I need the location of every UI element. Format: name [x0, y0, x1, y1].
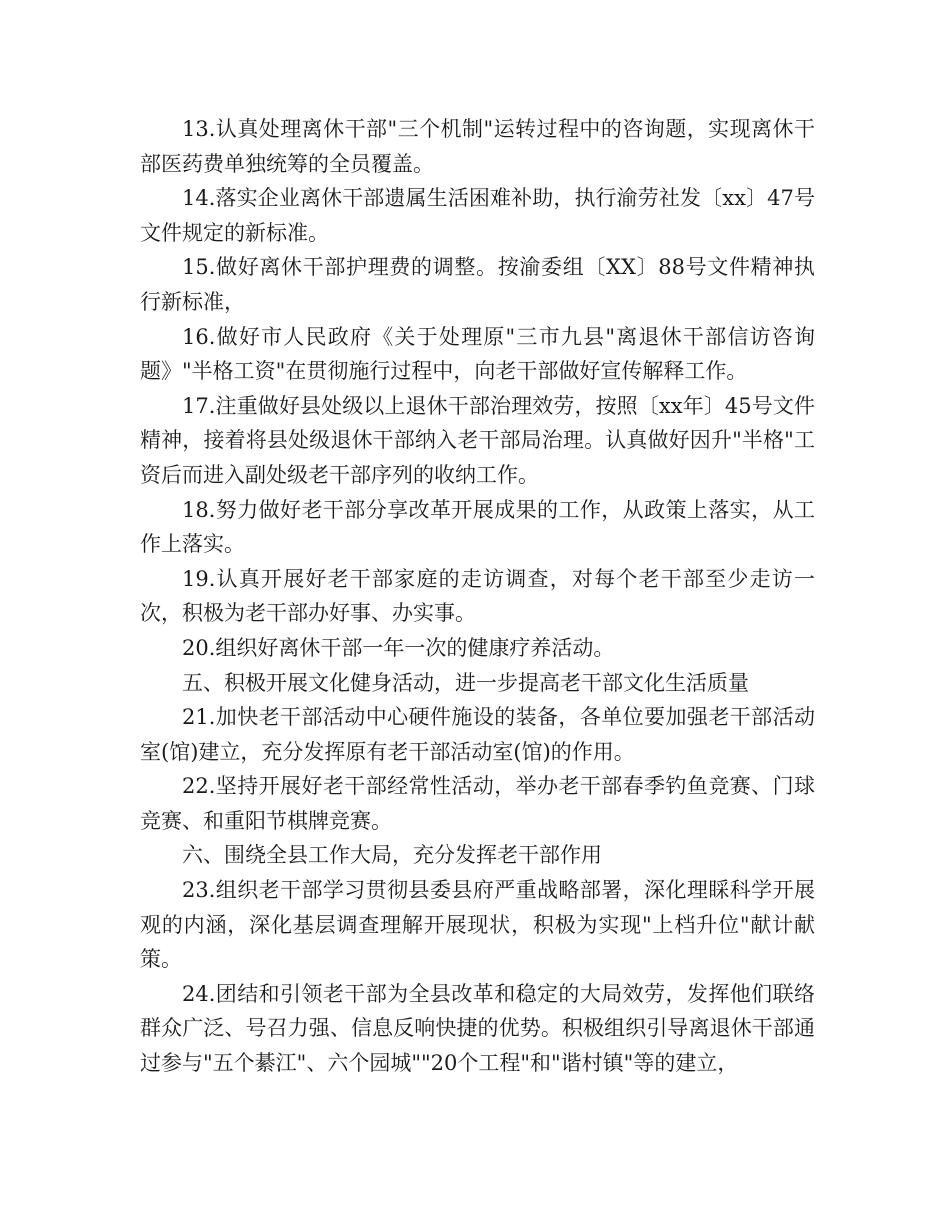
- paragraph-16: 16.做好市人民政府《关于处理原"三市九县"离退休干部信访咨询题》"半格工资"在贯彻施行过程中，向老干部做好宣传解释工作。: [140, 324, 815, 384]
- paragraph-18: 18.努力做好老干部分享改革开展成果的工作，从政策上落实，从工作上落实。: [140, 497, 815, 557]
- paragraph-23: 23.组织老干部学习贯彻县委县府严重战略部署，深化理睬科学开展观的内涵，深化基层调查理解开展现状，积极为实现"上档升位"献计献策。: [140, 878, 815, 972]
- paragraph-13: 13.认真处理离休干部"三个机制"运转过程中的咨询题，实现离休干部医药费单独统筹的全员覆盖。: [140, 117, 815, 176]
- section-heading-5: 五、积极开展文化健身活动，进一步提高老干部文化生活质量: [182, 670, 749, 695]
- paragraph-24: 24.团结和引领老干部为全县改革和稳定的大局效劳，发挥他们联络群众广泛、号召力强、信息反响快捷的优势。积极组织引导离退休干部通过参与"五个綦江"、六个园城""20个工程"和"谐村镇"等的建立，: [140, 981, 815, 1076]
- paragraph-19: 19.认真开展好老干部家庭的走访调查，对每个老干部至少走访一次，积极为老干部办好事、办实事。: [140, 566, 815, 626]
- paragraph-17: 17.注重做好县处级以上退休干部治理效劳，按照〔xx年〕45号文件精神，接着将县处级退休干部纳入老干部局治理。认真做好因升"半格"工资后而进入副处级老干部序列的收纳工作。: [140, 393, 815, 487]
- document-body: [140, 112, 815, 1081]
- paragraph-22: 22.坚持开展好老干部经常性活动，举办老干部春季钓鱼竞赛、门球竞赛、和重阳节棋牌竞赛。: [140, 774, 815, 833]
- paragraph-20: 20.组织好离休干部一年一次的健康疗养活动。: [182, 635, 615, 660]
- paragraph-15: 15.做好离休干部护理费的调整。按渝委组〔XX〕88号文件精神执行新标准，: [140, 255, 815, 314]
- paragraph-14: 14.落实企业离休干部遗属生活困难补助，执行渝劳社发〔xx〕47号文件规定的新标准。: [140, 186, 815, 245]
- section-heading-6: 六、围绕全县工作大局，充分发挥老干部作用: [182, 843, 602, 868]
- paragraph-21: 21.加快老干部活动中心硬件施设的装备，各单位要加强老干部活动室(馆)建立，充分发挥原有老干部活动室(馆)的作用。: [140, 705, 815, 764]
